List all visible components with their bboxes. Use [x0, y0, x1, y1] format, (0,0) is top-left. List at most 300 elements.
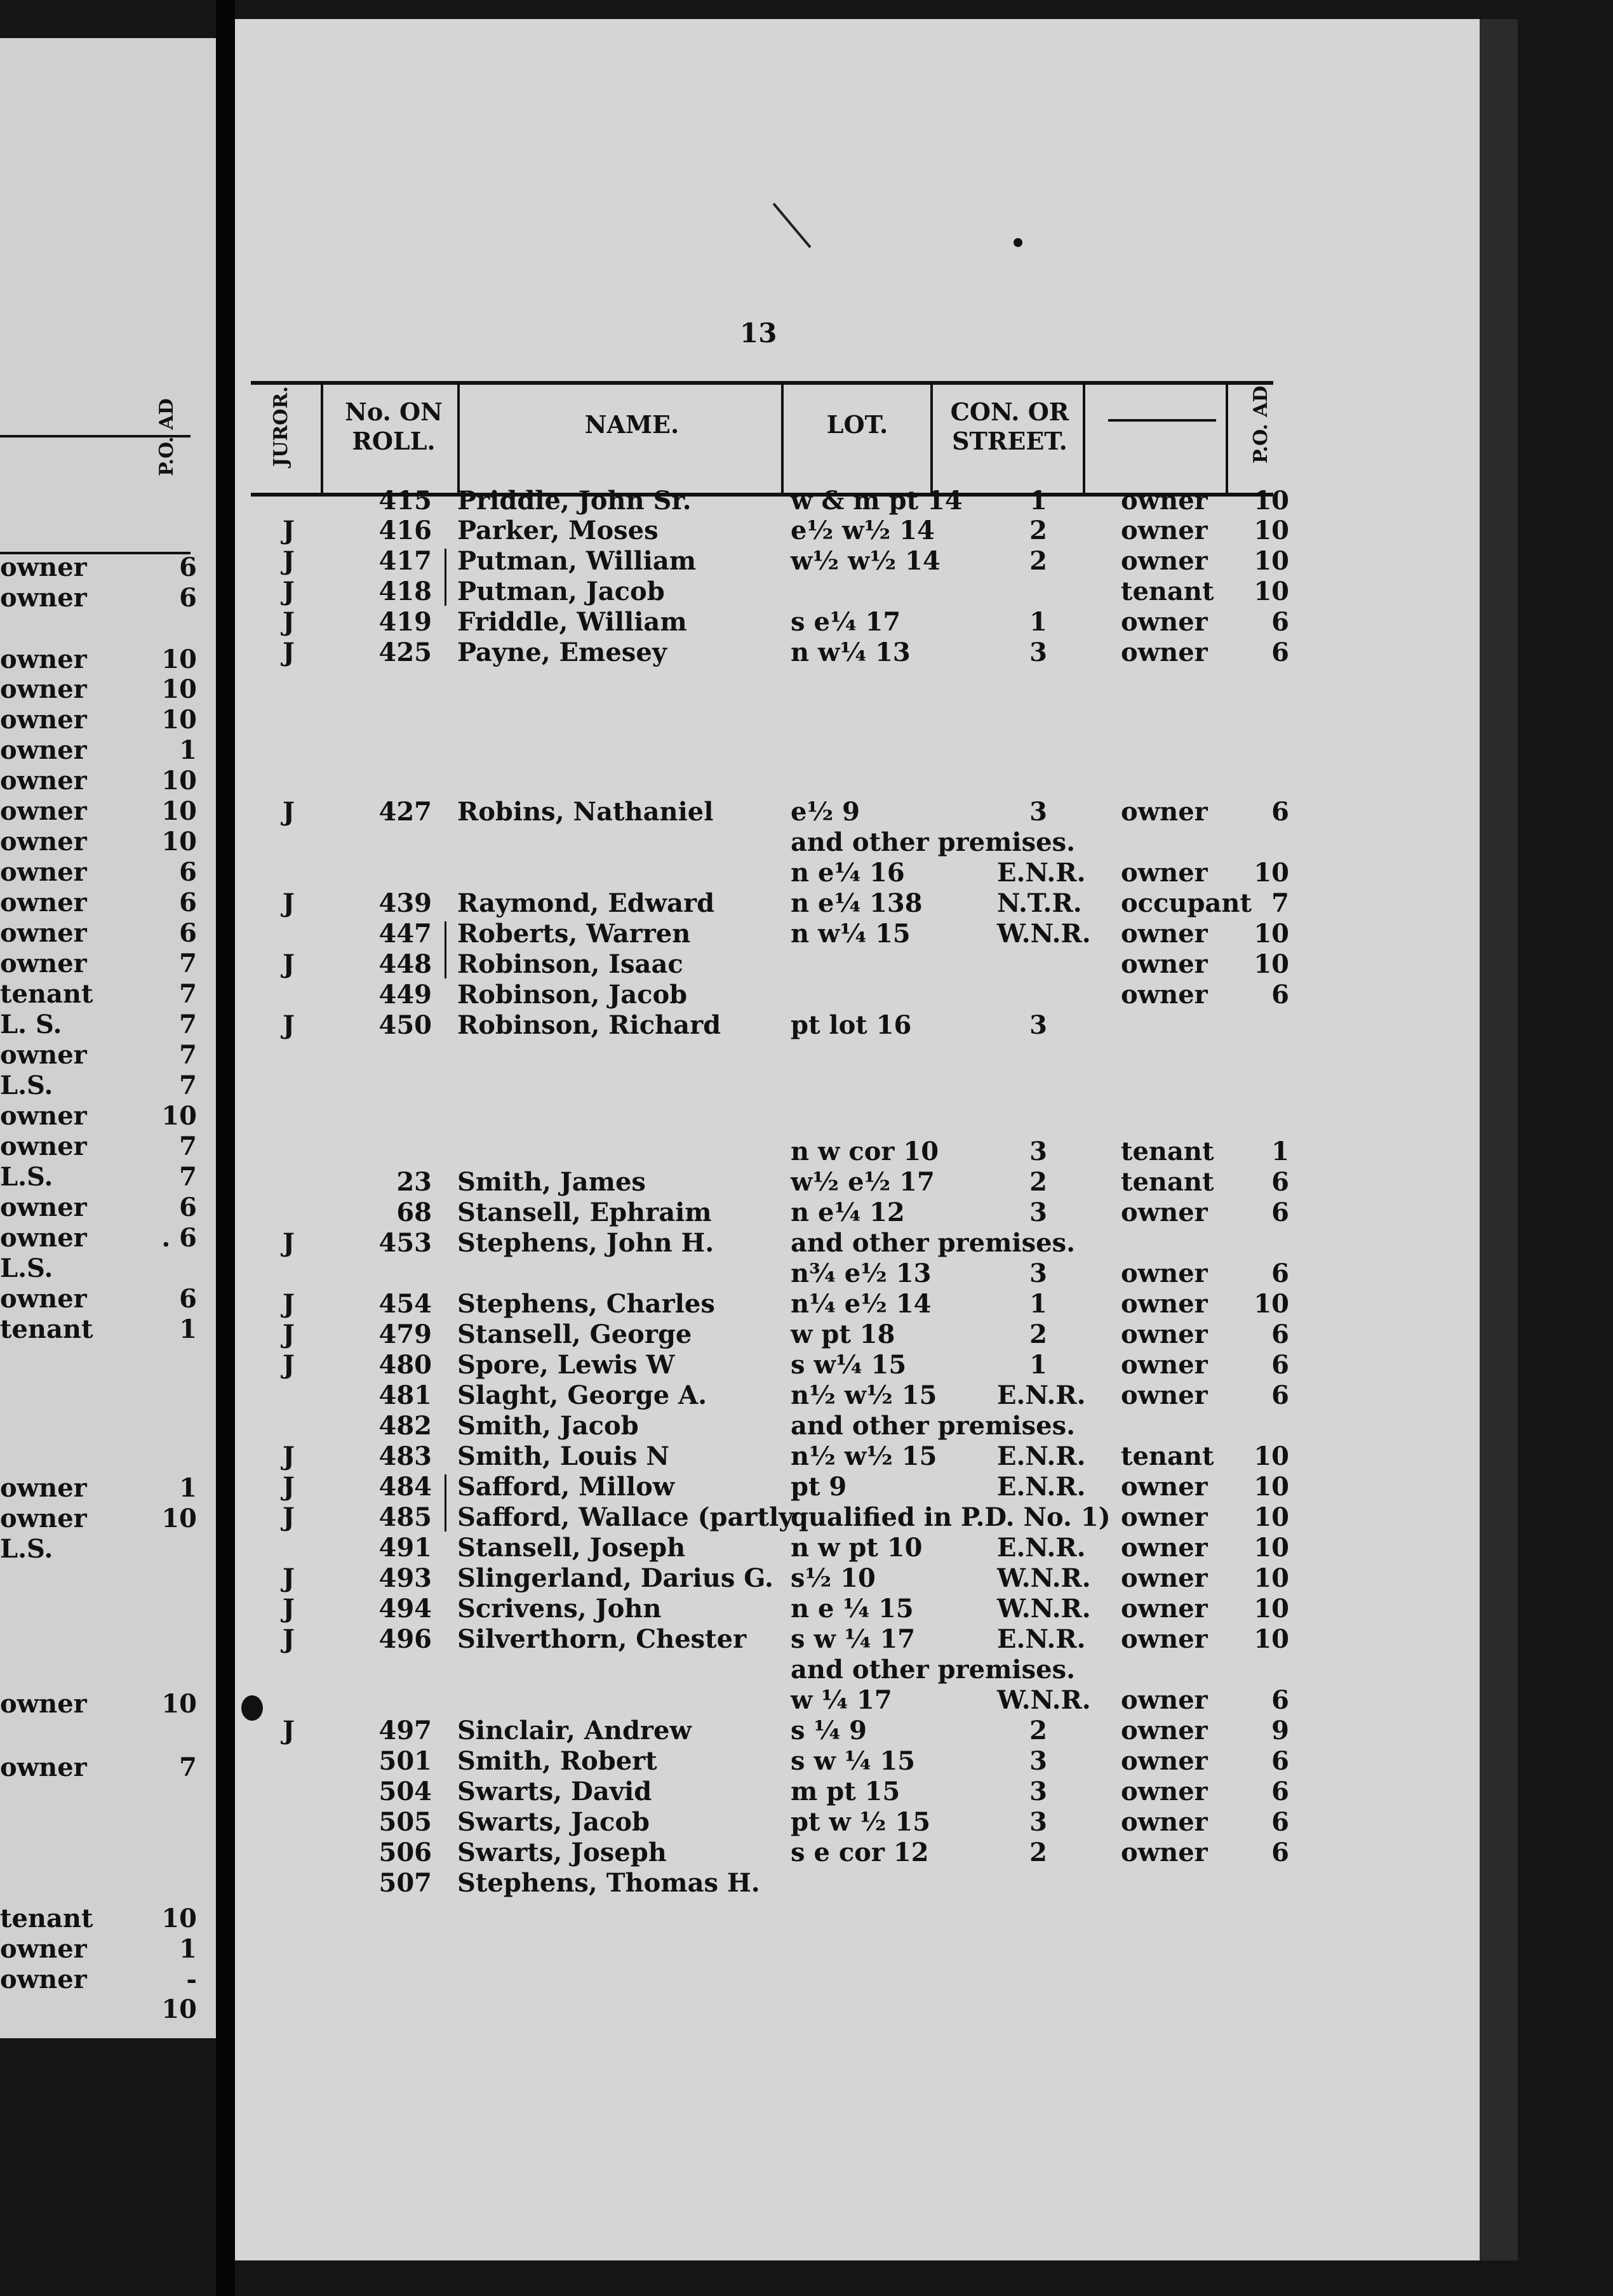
cell-status: owner: [1121, 858, 1208, 888]
cell-lot: and other premises.: [791, 827, 1076, 857]
left-row-role: owner: [0, 1131, 87, 1161]
cell-con: 3: [1029, 1010, 1047, 1040]
cell-po: 10: [1254, 1441, 1289, 1471]
bracket-417-418: [445, 549, 452, 606]
table-header: [251, 381, 1273, 497]
cell-lot: pt lot 16: [791, 1010, 912, 1040]
cell-status: owner: [1121, 1594, 1208, 1624]
cell-juror: J: [283, 577, 295, 606]
cell-roll: 419: [378, 607, 432, 637]
cell-juror: J: [283, 607, 295, 637]
table-row: [0, 919, 1613, 949]
cell-juror: J: [283, 1594, 295, 1624]
cell-status: owner: [1121, 1807, 1208, 1837]
table-row: [0, 949, 1613, 980]
header-con-line1: CON. OR: [950, 397, 1069, 426]
cell-status: owner: [1121, 980, 1208, 1010]
cell-po: 6: [1271, 1838, 1289, 1867]
cell-status: tenant: [1121, 1137, 1214, 1166]
table-row: [0, 1807, 1613, 1838]
header-no-on-roll: [340, 397, 448, 456]
cell-roll: 450: [378, 1010, 432, 1040]
cell-juror: J: [283, 1441, 295, 1471]
left-row-po: 7: [179, 1162, 197, 1192]
cell-status: owner: [1121, 607, 1208, 637]
cell-con: 2: [1029, 1167, 1047, 1197]
left-row-role: tenant: [0, 1904, 93, 1933]
left-row-po: 6: [179, 918, 197, 948]
cell-roll: 485: [378, 1502, 432, 1532]
cell-con: 3: [1029, 1137, 1047, 1166]
cell-name: Robins, Nathaniel: [457, 797, 714, 827]
cell-con: 1: [1029, 1350, 1047, 1380]
left-row: [0, 705, 203, 734]
cell-con: 3: [1029, 637, 1047, 667]
left-row-role: owner: [0, 1752, 87, 1782]
table-row: [0, 1258, 1613, 1289]
cell-name: Swarts, Joseph: [457, 1838, 667, 1867]
cell-po: 6: [1271, 1258, 1289, 1288]
cell-status: owner: [1121, 1380, 1208, 1410]
cell-juror: J: [283, 1716, 295, 1745]
table-row: [0, 1472, 1613, 1502]
cell-name: Spore, Lewis W: [457, 1350, 675, 1380]
left-row-role: owner: [0, 1473, 87, 1503]
cell-juror: J: [283, 1502, 295, 1532]
cell-lot: n e ¼ 15: [791, 1594, 914, 1624]
header-blank-line: [1108, 419, 1216, 422]
cell-status: owner: [1121, 1502, 1208, 1532]
left-row-po: 6: [179, 583, 197, 613]
left-po-header: P.O. AD: [156, 398, 178, 476]
cell-po: 10: [1254, 1533, 1289, 1563]
left-row-po: 6: [179, 1192, 197, 1222]
cell-con: E.N.R.: [997, 1380, 1086, 1410]
cell-roll: 506: [378, 1838, 432, 1867]
cell-roll: 497: [378, 1716, 432, 1745]
cell-roll: 23: [396, 1167, 432, 1197]
left-row-role: owner: [0, 1284, 87, 1314]
cell-po: 10: [1254, 1594, 1289, 1624]
cell-po: 10: [1254, 1624, 1289, 1654]
cell-po: 10: [1254, 516, 1289, 545]
left-row-role: L. S.: [0, 1010, 62, 1039]
left-row: [0, 1040, 203, 1069]
cell-roll: 425: [378, 637, 432, 667]
cell-juror: J: [283, 546, 295, 576]
table-row: [0, 1441, 1613, 1472]
cell-roll: 507: [378, 1868, 432, 1898]
table-row: [0, 1228, 1613, 1258]
cell-name: Slaght, George A.: [457, 1380, 707, 1410]
cell-status: owner: [1121, 797, 1208, 827]
left-row-po: 1: [179, 735, 197, 765]
cell-roll: 504: [378, 1777, 432, 1806]
table-row: [0, 1198, 1613, 1228]
cell-po: 6: [1271, 1350, 1289, 1380]
cell-po: 1: [1271, 1137, 1289, 1166]
left-row-role: owner: [0, 735, 87, 765]
cell-lot: n e¼ 16: [791, 858, 905, 888]
cell-roll: 453: [378, 1228, 432, 1258]
cell-status: owner: [1121, 949, 1208, 979]
cell-status: owner: [1121, 1350, 1208, 1380]
header-divider: [457, 385, 460, 493]
cell-lot: n½ w½ 15: [791, 1441, 937, 1471]
cell-lot: pt w ½ 15: [791, 1807, 931, 1837]
left-row-role: owner: [0, 674, 87, 704]
cell-juror: J: [283, 797, 295, 827]
cell-juror: J: [283, 1289, 295, 1319]
cell-roll: 493: [378, 1563, 432, 1593]
left-row-po: 10: [161, 674, 197, 704]
cell-po: 10: [1254, 1472, 1289, 1502]
cell-lot: and other premises.: [791, 1655, 1076, 1685]
cell-lot: s w ¼ 15: [791, 1746, 916, 1776]
cell-roll: 501: [378, 1746, 432, 1776]
cell-con: 3: [1029, 1777, 1047, 1806]
cell-con: N.T.R.: [997, 888, 1082, 918]
left-row-po: 10: [161, 705, 197, 735]
cell-name: Stansell, George: [457, 1319, 692, 1349]
left-row-role: L.S.: [0, 1071, 53, 1100]
table-row: [0, 1777, 1613, 1807]
cell-con: W.N.R.: [997, 1594, 1091, 1624]
cell-con: E.N.R.: [997, 1624, 1086, 1654]
cell-lot: s e cor 12: [791, 1838, 929, 1867]
cell-lot: e½ w½ 14: [791, 516, 935, 545]
cell-name: Safford, Wallace (partly: [457, 1502, 794, 1532]
cell-con: 2: [1029, 1319, 1047, 1349]
cell-con: 2: [1029, 546, 1047, 576]
table-row: [0, 1624, 1613, 1655]
cell-status: tenant: [1121, 1441, 1214, 1471]
cell-po: 6: [1271, 1685, 1289, 1715]
cell-lot: n w¼ 13: [791, 637, 911, 667]
table-row: [0, 1319, 1613, 1350]
left-row: [0, 1904, 203, 1933]
left-row-po: 6: [179, 888, 197, 918]
header-no-on-roll-line2: ROLL.: [352, 427, 436, 455]
left-row-po: 1: [179, 1473, 197, 1503]
cell-con: 2: [1029, 1838, 1047, 1867]
cell-name: Raymond, Edward: [457, 888, 715, 918]
cell-juror: J: [283, 1010, 295, 1040]
cell-lot: s½ 10: [791, 1563, 876, 1593]
cell-status: owner: [1121, 1685, 1208, 1715]
left-row-role: owner: [0, 857, 87, 887]
cell-status: owner: [1121, 1777, 1208, 1806]
cell-po: 6: [1271, 1198, 1289, 1227]
left-row-po: 7: [179, 1010, 197, 1039]
cell-roll: 483: [378, 1441, 432, 1471]
cell-con: 1: [1029, 486, 1047, 516]
cell-name: Friddle, William: [457, 607, 687, 637]
header-divider: [781, 385, 784, 493]
cell-name: Parker, Moses: [457, 516, 659, 545]
header-juror: JUROR.: [270, 386, 292, 467]
left-row-po: 6: [179, 1284, 197, 1314]
cell-name: Priddle, John Sr.: [457, 486, 692, 516]
cell-name: Safford, Millow: [457, 1472, 675, 1502]
table-row: [0, 607, 1613, 637]
cell-juror: J: [283, 1319, 295, 1349]
cell-status: owner: [1121, 1319, 1208, 1349]
left-row-role: owner: [0, 552, 87, 582]
cell-status: owner: [1121, 637, 1208, 667]
cell-po: 10: [1254, 919, 1289, 949]
cell-roll: 484: [378, 1472, 432, 1502]
cell-po: 7: [1271, 888, 1289, 918]
cell-po: 9: [1271, 1716, 1289, 1745]
cell-po: 10: [1254, 577, 1289, 606]
cell-po: 6: [1271, 797, 1289, 827]
cell-po: 10: [1254, 1563, 1289, 1593]
cell-roll: 494: [378, 1594, 432, 1624]
table-row: [0, 1594, 1613, 1624]
left-row: [0, 1071, 203, 1100]
cell-lot: and other premises.: [791, 1228, 1076, 1258]
cell-po: 6: [1271, 980, 1289, 1010]
cell-lot: s ¼ 9: [791, 1716, 867, 1745]
left-row-role: L.S.: [0, 1534, 53, 1564]
cell-status: owner: [1121, 1624, 1208, 1654]
table-row: [0, 516, 1613, 546]
header-con-or-street: [940, 397, 1080, 456]
cell-con: 3: [1029, 1198, 1047, 1227]
cell-roll: 491: [378, 1533, 432, 1563]
cell-juror: J: [283, 1563, 295, 1593]
table-row: [0, 1502, 1613, 1533]
left-row-role: owner: [0, 949, 87, 978]
cell-juror: J: [283, 1624, 295, 1654]
cell-con: 2: [1029, 1716, 1047, 1745]
left-row-po: 6: [179, 857, 197, 887]
table-row: [0, 1411, 1613, 1441]
table-row: [0, 1746, 1613, 1777]
header-divider: [1083, 385, 1085, 493]
cell-lot: n¼ e½ 14: [791, 1289, 932, 1319]
cell-po: 6: [1271, 607, 1289, 637]
cell-con: 1: [1029, 1289, 1047, 1319]
header-lot: LOT.: [826, 410, 888, 439]
cell-lot: qualified in P.D. No. 1): [791, 1502, 1111, 1532]
cell-roll: 68: [396, 1198, 432, 1227]
cell-juror: J: [283, 888, 295, 918]
cell-name: Swarts, Jacob: [457, 1807, 650, 1837]
left-row-role: owner: [0, 1101, 87, 1131]
cell-name: Scrivens, John: [457, 1594, 662, 1624]
cell-lot: s e¼ 17: [791, 607, 901, 637]
cell-lot: and other premises.: [791, 1411, 1076, 1441]
left-row-role: owner: [0, 888, 87, 918]
cell-name: Stephens, Charles: [457, 1289, 715, 1319]
cell-con: E.N.R.: [997, 858, 1086, 888]
left-row-role: owner: [0, 705, 87, 735]
cell-status: tenant: [1121, 1167, 1214, 1197]
cell-name: Swarts, David: [457, 1777, 652, 1806]
left-row-role: owner: [0, 796, 87, 826]
cell-status: owner: [1121, 1533, 1208, 1563]
left-row: [0, 735, 203, 764]
cell-roll: 482: [378, 1411, 432, 1441]
left-row-po: 7: [179, 949, 197, 978]
cell-lot: n e¼ 138: [791, 888, 923, 918]
left-row-po: 10: [161, 1101, 197, 1131]
cell-po: 6: [1271, 1746, 1289, 1776]
table-row: [0, 1289, 1613, 1319]
cell-con: E.N.R.: [997, 1472, 1086, 1502]
table-row: [0, 1380, 1613, 1411]
cell-name: Putman, William: [457, 546, 697, 576]
left-row-role: owner: [0, 918, 87, 948]
cell-lot: w½ e½ 17: [791, 1167, 935, 1197]
left-row-role: tenant: [0, 979, 93, 1009]
cell-con: 3: [1029, 1746, 1047, 1776]
cell-name: Putman, Jacob: [457, 577, 665, 606]
left-row-po: 10: [161, 796, 197, 826]
left-row-role: owner: [0, 1040, 87, 1070]
table-row: [0, 1167, 1613, 1198]
cell-lot: w & m pt 14: [791, 486, 963, 516]
table-row: [0, 1716, 1613, 1746]
left-row: [0, 1934, 203, 1963]
table-row: [0, 486, 1613, 516]
left-row-po: 10: [161, 766, 197, 796]
left-row-po: 7: [179, 1071, 197, 1100]
cell-name: Sinclair, Andrew: [457, 1716, 692, 1745]
left-row-po: 10: [161, 644, 197, 674]
header-divider: [321, 385, 323, 493]
bracket-484-485: [445, 1474, 452, 1532]
cell-name: Roberts, Warren: [457, 919, 691, 949]
left-row-po: 10: [161, 827, 197, 857]
left-row-po: 1: [179, 1934, 197, 1964]
cell-roll: 496: [378, 1624, 432, 1654]
cell-lot: n w cor 10: [791, 1137, 939, 1166]
left-row-role: owner: [0, 1192, 87, 1222]
left-row-po: . 6: [161, 1223, 197, 1253]
cell-name: Robinson, Isaac: [457, 949, 683, 979]
cell-roll: 449: [378, 980, 432, 1010]
cell-con: 2: [1029, 516, 1047, 545]
cell-lot: w½ w½ 14: [791, 546, 940, 576]
left-row-po: 10: [161, 1904, 197, 1933]
table-row: [0, 1868, 1613, 1899]
cell-status: owner: [1121, 1563, 1208, 1593]
left-row: [0, 1101, 203, 1130]
cell-roll: 417: [378, 546, 432, 576]
table-row: [0, 1838, 1613, 1868]
cell-po: 10: [1254, 546, 1289, 576]
cell-status: owner: [1121, 1838, 1208, 1867]
header-con-line2: STREET.: [952, 427, 1068, 455]
cell-roll: 505: [378, 1807, 432, 1837]
table-row: [0, 980, 1613, 1010]
left-row-role: owner: [0, 1934, 87, 1964]
cell-roll: 479: [378, 1319, 432, 1349]
left-row-role: owner: [0, 1504, 87, 1533]
left-row-role: owner: [0, 1965, 87, 1994]
header-divider: [930, 385, 933, 493]
left-row-po: 7: [179, 1752, 197, 1782]
left-row-role: L.S.: [0, 1253, 53, 1283]
cell-status: occupant: [1121, 888, 1252, 918]
cell-roll: 439: [378, 888, 432, 918]
cell-lot: w ¼ 17: [791, 1685, 892, 1715]
table-row: [0, 797, 1613, 827]
cell-con: W.N.R.: [997, 1685, 1091, 1715]
cell-status: owner: [1121, 546, 1208, 576]
cell-roll: 454: [378, 1289, 432, 1319]
left-row: [0, 766, 203, 795]
cell-con: W.N.R.: [997, 919, 1091, 949]
cell-lot: pt 9: [791, 1472, 847, 1502]
cell-roll: 448: [378, 949, 432, 979]
cell-juror: J: [283, 1228, 295, 1258]
cell-name: Smith, Jacob: [457, 1411, 639, 1441]
table-row: [0, 827, 1613, 858]
cell-roll: 418: [378, 577, 432, 606]
cell-name: Payne, Emesey: [457, 637, 667, 667]
cell-juror: J: [283, 637, 295, 667]
cell-juror: J: [283, 1350, 295, 1380]
cell-po: 10: [1254, 858, 1289, 888]
cell-name: Silverthorn, Chester: [457, 1624, 747, 1654]
cell-status: owner: [1121, 1716, 1208, 1745]
header-po: P.O. AD: [1250, 385, 1272, 464]
table-row: [0, 1563, 1613, 1594]
header-no-on-roll-line1: No. ON: [345, 397, 443, 426]
left-row-role: owner: [0, 1223, 87, 1253]
cell-name: Stephens, John H.: [457, 1228, 714, 1258]
cell-po: 10: [1254, 949, 1289, 979]
cell-po: 10: [1254, 1502, 1289, 1532]
cell-po: 6: [1271, 637, 1289, 667]
left-row-role: owner: [0, 827, 87, 857]
cell-roll: 481: [378, 1380, 432, 1410]
cell-po: 6: [1271, 1807, 1289, 1837]
table-row: [0, 637, 1613, 668]
cell-lot: w pt 18: [791, 1319, 895, 1349]
cell-name: Smith, Robert: [457, 1746, 657, 1776]
cell-po: 6: [1271, 1380, 1289, 1410]
left-row-role: L.S.: [0, 1162, 53, 1192]
table-row: [0, 1655, 1613, 1685]
left-row-role: owner: [0, 644, 87, 674]
cell-po: 6: [1271, 1777, 1289, 1806]
stray-dot: [1014, 238, 1022, 247]
cell-con: 3: [1029, 1258, 1047, 1288]
cell-roll: 447: [378, 919, 432, 949]
left-row-role: tenant: [0, 1314, 93, 1344]
left-row-po: 7: [179, 1131, 197, 1161]
cell-lot: s w¼ 15: [791, 1350, 907, 1380]
left-row-po: 7: [179, 1040, 197, 1070]
cell-roll: 415: [378, 486, 432, 516]
table-row: [0, 1350, 1613, 1380]
cell-con: 3: [1029, 797, 1047, 827]
cell-con: E.N.R.: [997, 1441, 1086, 1471]
cell-roll: 416: [378, 516, 432, 545]
left-row: [0, 1965, 203, 2024]
cell-name: Stephens, Thomas H.: [457, 1868, 760, 1898]
left-row-po: - 10: [161, 1965, 197, 2024]
left-row-role: owner: [0, 766, 87, 796]
cell-con: E.N.R.: [997, 1533, 1086, 1563]
cell-con: W.N.R.: [997, 1563, 1091, 1593]
table-row: [0, 1137, 1613, 1167]
